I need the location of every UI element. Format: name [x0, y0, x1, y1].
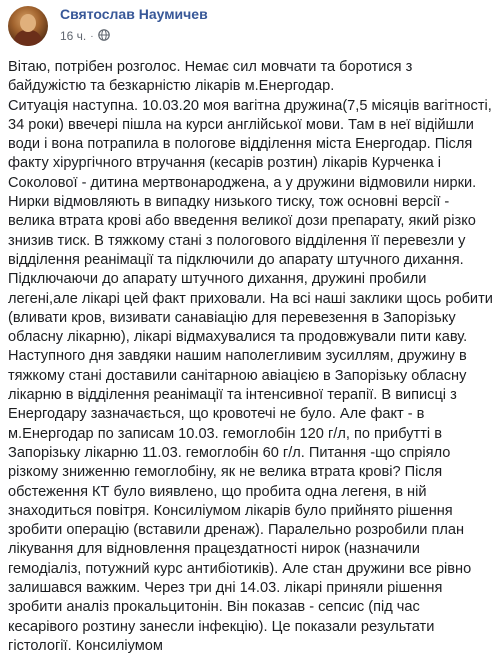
author-name[interactable]: Святослав Наумичев: [60, 6, 208, 22]
post-body: [8, 58, 494, 656]
meta-separator: ·: [90, 30, 94, 42]
globe-icon[interactable]: [98, 29, 110, 44]
post-paragraph-1: Вітаю, потрібен розголос. Немає сил мовчати та боротися з байдужістю та безкарністю лікарів м.Енергодар.: [8, 59, 413, 95]
post-meta: [60, 28, 110, 44]
avatar[interactable]: [8, 6, 48, 46]
post-timestamp[interactable]: 16 ч.: [60, 29, 87, 43]
post-paragraph-2: Ситуація наступна. 10.03.20 моя вагітна дружина(7,5 місяців вагітності, 34 роки) ввечері пішла на курси англійської мови. Там в неї відійшли води і вона потрапила в пологове відділення міста Енергодар. Після факту хірургічного втручання (кесарів розтин) лікарів Курченка і Соколової - дитина мертвонароджена, а у дружини відмовили нирки. Нирки відмовляють в випадку низького тиску, тож основні версії - велика втрата крові або введення великої дози препарату, який різко знизив тиск. В тяжкому стані з пологового відділення її перевезли у відділення реанімації та підключили до апарату штучного дихання. Підключаючи до апарату штучного дихання, дружині пробили легені,але лікарі цей факт приховали. На всі наші заклики щось робити (вливати кров, визивати санавіацію для перевезення в Запорізьку обласну лікарню), лікарі відмахувалися та продовжували пити каву. Наступного дня завдяки нашим наполегливим зусиллям, дружину в тяжкому стані доставили санітарною авіацією в Запорізьку обласну лікарню в відділення реанімації та інтенсивної терапії. В виписці з Енергодару зазначається, що кровотечі не було. Але факт - в м.Енергодар по записам 10.03. гемоглобін 120 г/л, по прибутті в Запорізьку лікарню 11.03. гемоглобін 60 г/л. Питання -що спріяло різкому зниженню гемоглобіну, як не велика втрата крові? Після обстеження КТ було виявлено, що пробита одна легеня, в ній знаходиться повітря. Консиліумом лікарів було прийнято рішення зробити операцію (вставили дренаж). Паралельно розробили план лікування для відновлення працездатності нирок (назначили гемодіаліз, потужний курс антибіотиків). Але стан дружини все рівно залишався важким. Через три дні 14.03. лікарі приняли рішення зробити аналіз прокальцитонін. Він показав - сепсис (під час кесарівого розтину занесли інфекцію). Це показали результати гістології. Консиліумом: [8, 97, 493, 654]
post-header: [8, 4, 492, 52]
